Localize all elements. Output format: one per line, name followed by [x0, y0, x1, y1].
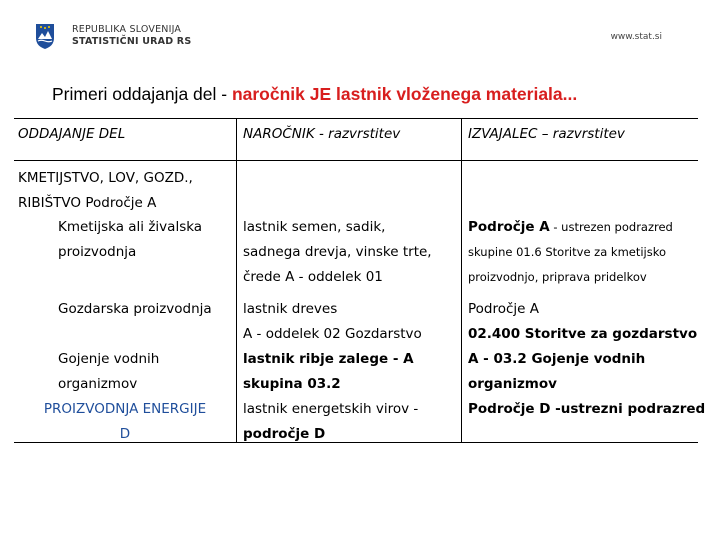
- row3-contractor: [468, 347, 645, 397]
- row1-contractor-bold: Področje A: [468, 219, 550, 235]
- row1-contractor-line-3: proizvodnjo, priprava pridelkov: [468, 270, 647, 284]
- org-line-1: REPUBLIKA SLOVENIJA: [72, 24, 182, 35]
- row3-activity-line-2: organizmov: [58, 376, 138, 392]
- slovenia-coat-of-arms-logo: [34, 22, 56, 50]
- section-heading: [18, 166, 193, 216]
- column-header-izvajalec: IZVAJALEC – razvrstitev: [468, 126, 625, 142]
- section-line-2: RIBIŠTVO Področje A: [18, 195, 157, 211]
- row2-contractor: [468, 297, 697, 347]
- row2-activity: [58, 297, 212, 322]
- row4-activity-line-2: D: [119, 426, 131, 442]
- organization-name: [72, 24, 191, 48]
- row1-activity-line-2: proizvodnja: [58, 244, 137, 260]
- table-header-border: [14, 160, 698, 161]
- row3-client-line-1: lastnik ribje zalege - A: [243, 351, 414, 367]
- row4-client-line-2: področje D: [243, 426, 326, 442]
- row1-contractor: [468, 215, 673, 290]
- row2-activity-line-1: Gozdarska proizvodnja: [58, 301, 212, 317]
- row4-client: [243, 397, 418, 447]
- row4-contractor: [468, 397, 705, 422]
- org-line-2: STATISTIČNI URAD RS: [72, 36, 192, 47]
- row3-activity-line-1: Gojenje vodnih: [58, 351, 160, 367]
- row1-client: [243, 215, 432, 290]
- title-red-part: naročnik JE lastnik vloženega materiala...: [231, 84, 578, 104]
- row1-contractor-line-1: [468, 215, 673, 240]
- row2-client: [243, 297, 422, 347]
- row1-contractor-line-2: skupine 01.6 Storitve za kmetijsko: [468, 245, 667, 259]
- row4-client-line-1: lastnik energetskih virov -: [243, 401, 419, 417]
- row4-activity-line-1: PROIZVODNJA ENERGIJE: [43, 401, 207, 417]
- row2-contractor-line-2: 02.400 Storitve za gozdarstvo: [468, 326, 698, 342]
- row1-contractor-rest: - ustrezen podrazred: [549, 220, 673, 234]
- row2-contractor-line-1: Področje A: [468, 301, 540, 317]
- section-line-1: KMETIJSTVO, LOV, GOZD.,: [18, 170, 193, 186]
- row3-client: [243, 347, 414, 397]
- row1-activity: [58, 215, 202, 265]
- row4-contractor-line-1: Področje D -ustrezni podrazred: [468, 401, 706, 417]
- row1-client-line-3: črede A - oddelek 01: [243, 269, 383, 285]
- row3-client-line-2: skupina 03.2: [243, 376, 341, 392]
- row2-client-line-1: lastnik dreves: [243, 301, 338, 317]
- row4-activity: [14, 397, 236, 447]
- row3-activity: [58, 347, 159, 397]
- table-col-divider-2: [461, 118, 462, 442]
- title-black-part: Primeri oddajanja del -: [52, 84, 232, 104]
- row1-activity-line-1: Kmetijska ali živalska: [58, 219, 203, 235]
- row3-contractor-line-1: A - 03.2 Gojenje vodnih: [468, 351, 646, 367]
- row1-client-line-2: sadnega drevja, vinske trte,: [243, 244, 432, 260]
- column-header-oddajanje: ODDAJANJE DEL: [18, 126, 126, 142]
- row2-client-line-2: A - oddelek 02 Gozdarstvo: [243, 326, 422, 342]
- row3-contractor-line-2: organizmov: [468, 376, 557, 392]
- row1-client-line-1: lastnik semen, sadik,: [243, 219, 386, 235]
- column-header-narocnik: NAROČNIK - razvrstitev: [243, 126, 401, 142]
- website-url[interactable]: www.stat.si: [610, 32, 662, 42]
- table-top-border: [14, 118, 698, 119]
- table-col-divider-1: [236, 118, 237, 442]
- page-title: [52, 84, 577, 105]
